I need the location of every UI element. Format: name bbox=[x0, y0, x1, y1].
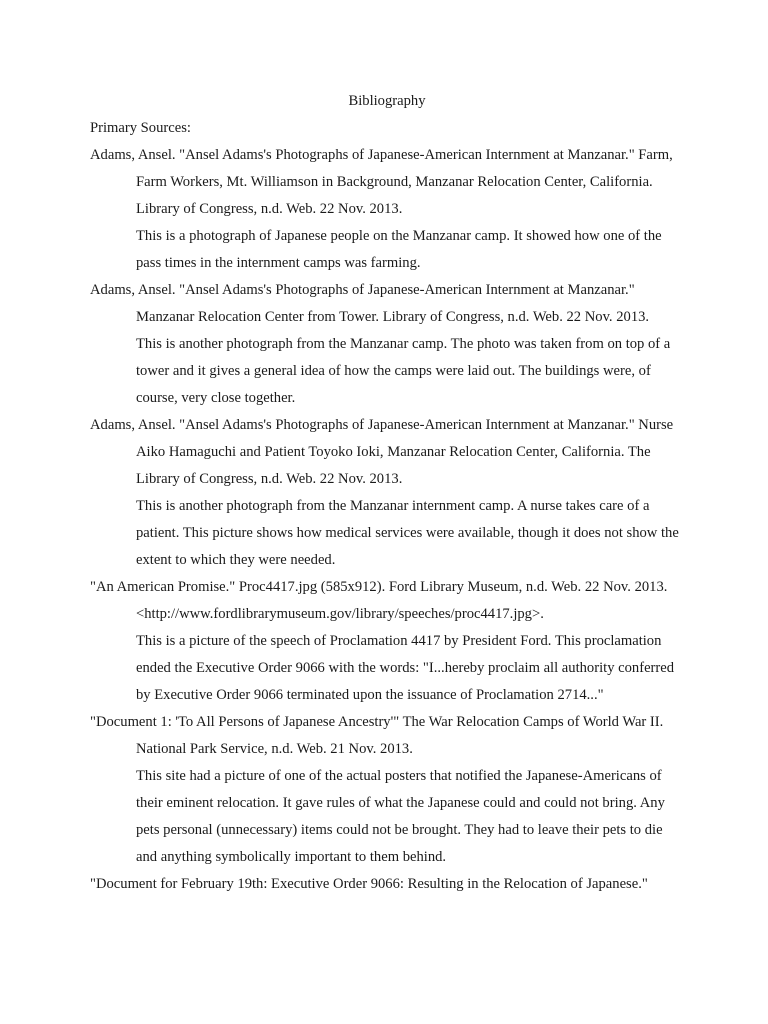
citation: Adams, Ansel. "Ansel Adams's Photographs of Japanese-American Internment at Manzanar." Farm, Farm Workers, Mt. Williamson in Background, Manzanar Relocation Center, California. Library of Congress, n.d. Web. 22 Nov. 2013. bbox=[90, 147, 673, 217]
bibliography-entry bbox=[90, 412, 684, 574]
annotation: This is another photograph from the Manzanar internment camp. A nurse takes care of a patient. This picture shows how medical services were available, though it does not show the extent to which they were needed. bbox=[136, 498, 679, 568]
bibliography-entry bbox=[90, 574, 684, 709]
bibliography-entry bbox=[90, 709, 684, 871]
citation: "Document for February 19th: Executive Order 9066: Resulting in the Relocation of Japanese." bbox=[90, 876, 648, 892]
citation: Adams, Ansel. "Ansel Adams's Photographs of Japanese-American Internment at Manzanar." Manzanar Relocation Center from Tower. Library of Congress, n.d. Web. 22 Nov. 2013. bbox=[90, 282, 650, 325]
bibliography-entry bbox=[90, 277, 684, 412]
annotation: This is a photograph of Japanese people on the Manzanar camp. It showed how one of the pass times in the internment camps was farming. bbox=[136, 228, 662, 271]
annotation: This is another photograph from the Manzanar camp. The photo was taken from on top of a tower and it gives a general idea of how the camps were laid out. The buildings were, of course, very close together. bbox=[136, 336, 671, 406]
bibliography-entry bbox=[90, 871, 684, 898]
citation: "Document 1: 'To All Persons of Japanese Ancestry'" The War Relocation Camps of World War II. National Park Service, n.d. Web. 21 Nov. 2013. bbox=[90, 714, 664, 757]
citation: "An American Promise." Proc4417.jpg (585x912). Ford Library Museum, n.d. Web. 22 Nov. 2013. <http://www.fordlibrarymuseum.gov/library/speeches/proc4417.jpg>. bbox=[90, 579, 668, 622]
annotation: This site had a picture of one of the actual posters that notified the Japanese-Americans of their eminent relocation. It gave rules of what the Japanese could and could not bring. Any pets personal (unnecessary) items could not be brought. They had to leave their pets to die and anything symbolically important to them behind. bbox=[136, 768, 665, 865]
citation: Adams, Ansel. "Ansel Adams's Photographs of Japanese-American Internment at Manzanar." Nurse Aiko Hamaguchi and Patient Toyoko Ioki, Manzanar Relocation Center, California. The Library of Congress, n.d. Web. 22 Nov. 2013. bbox=[90, 417, 674, 487]
bibliography-entry bbox=[90, 142, 684, 277]
document-content bbox=[90, 88, 684, 898]
section-heading: Primary Sources: bbox=[90, 120, 191, 136]
page-title: Bibliography bbox=[348, 93, 426, 109]
annotation: This is a picture of the speech of Proclamation 4417 by President Ford. This proclamation ended the Executive Order 9066 with the words: "I...hereby proclaim all authority conferred by Executive Order 9066 terminated upon the issuance of Proclamation 2714..." bbox=[136, 633, 675, 703]
